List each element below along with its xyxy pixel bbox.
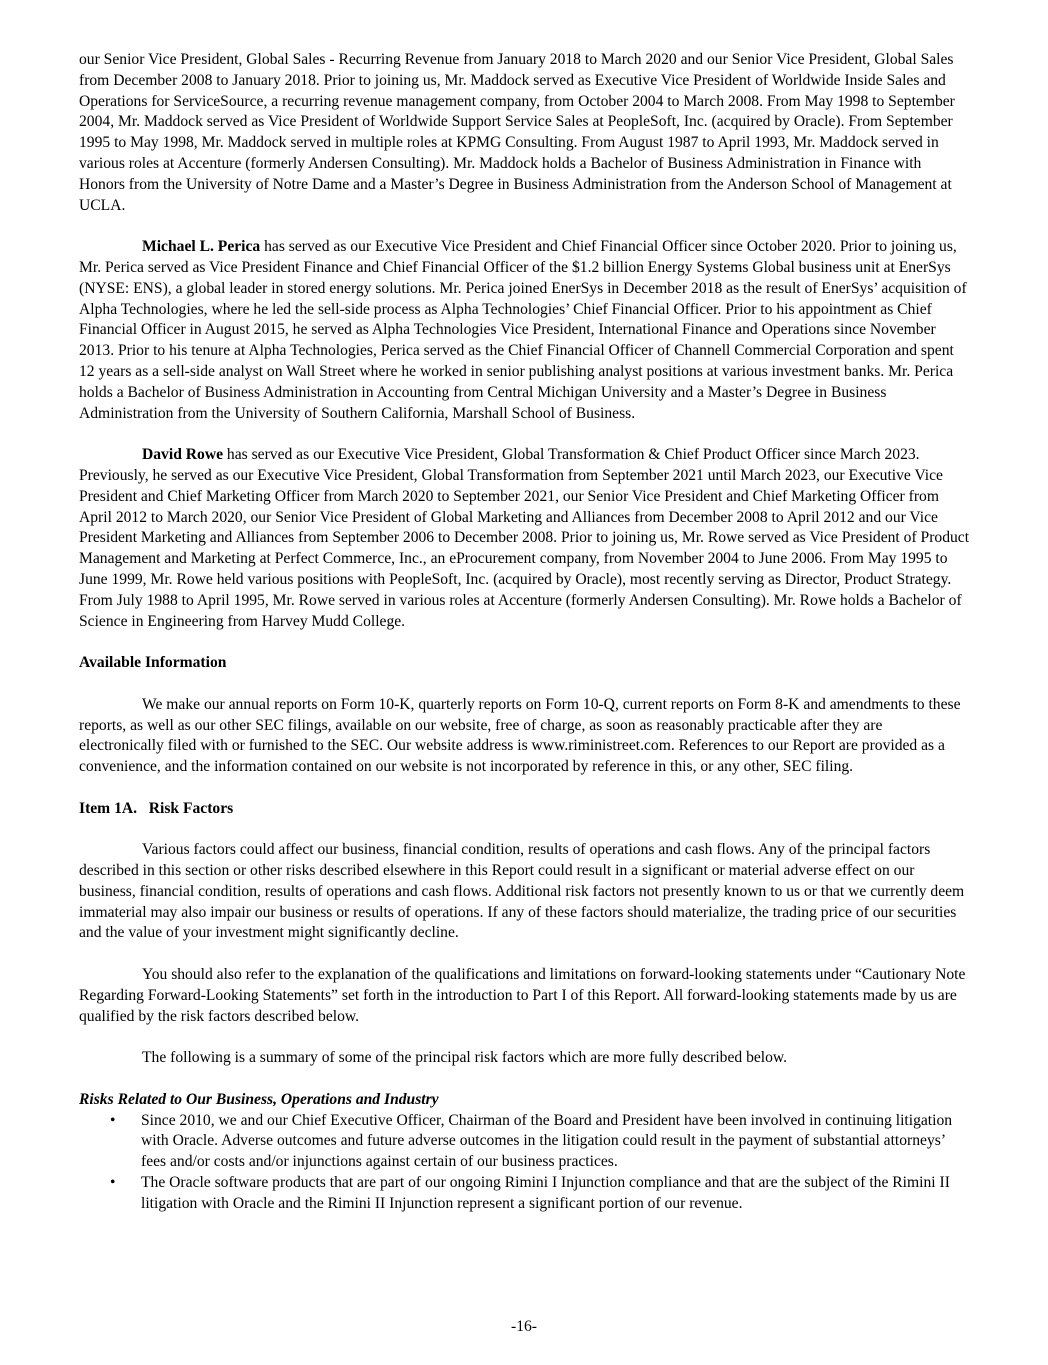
bullet-icon: •	[110, 1174, 116, 1192]
perica-bio-text: has served as our Executive Vice President and Chief Financial Officer since October 2020. Prior to joining us, Mr. Perica served as Vice President Finance and Chief Financial Officer of the $1.2 billion Energy Systems Global business unit at EnerSys (NYSE: ENS), a global leader in stored energy solutions. Mr. Perica joined EnerSys in December 2018 as the result of EnerSys’ acquisition of Alpha Technologies, where he led the sell-side process as Alpha Technologies’ Chief Financial Officer. Prior to his appointment as Chief Financial Officer in August 2015, he served as Alpha Technologies Vice President, International Finance and Operations since November 2013. Prior to his tenure at Alpha Technologies, Perica served as the Chief Financial Officer of Channell Commercial Corporation and spent 12 years as a sell-side analyst on Wall Street where he worked in senior publishing analyst positions at various investment banks. Mr. Perica holds a Bachelor of Business Administration in Accounting from Central Michigan University and a Master’s Degree in Business Administration from the University of Southern California, Marshall School of Business.	[79, 238, 967, 422]
risk-factors-summary: The following is a summary of some of the principal risk factors which are more fully described below.	[142, 1049, 788, 1067]
page-content	[79, 50, 971, 1215]
rowe-bio-text: has served as our Executive Vice President, Global Transformation & Chief Product Officer since March 2023. Previously, he served as our Executive Vice President, Global Transformation from September 2021 until March 2023, our Executive Vice President and Chief Marketing Officer from March 2020 to September 2021, our Senior Vice President and Chief Marketing Officer from April 2012 to March 2020, our Senior Vice President of Global Marketing and Alliances from December 2008 to April 2012 and our Vice President Marketing and Alliances from September 2006 to December 2008. Prior to joining us, Mr. Rowe served as Vice President of Product Management and Marketing at Perfect Commerce, Inc., an eProcurement company, from November 2004 to June 2006. From May 1995 to June 1999, Mr. Rowe held various positions with PeopleSoft, Inc. (acquired by Oracle), most recently serving as Director, Product Strategy. From July 1988 to April 1995, Mr. Rowe served in various roles at Accenture (formerly Andersen Consulting). Mr. Rowe holds a Bachelor of Science in Engineering from Harvey Mudd College.	[79, 446, 970, 630]
perica-name: Michael L. Perica	[142, 238, 261, 256]
perica-bio	[79, 237, 971, 424]
available-information-heading: Available Information	[79, 654, 227, 672]
rowe-name: David Rowe	[142, 446, 223, 464]
list-item-text: The Oracle software products that are part of our ongoing Rimini I Injunction compliance and that are the subject of the Rimini II litigation with Oracle and the Rimini II Injunction represent a significant portion of our revenue.	[141, 1174, 950, 1212]
item-1a-heading: Item 1A. Risk Factors	[79, 799, 234, 817]
page-number: -16-	[511, 1318, 537, 1335]
risk-factors-refer: You should also refer to the explanation of the qualifications and limitations on forward-looking statements under “Cautionary Note Regarding Forward-Looking Statements” set forth in the introduction to Part I of this Report. All forward-looking statements made by us are qualified by the risk factors described below.	[79, 966, 966, 1025]
list-item	[79, 1173, 971, 1215]
maddock-bio-continued: our Senior Vice President, Global Sales - Recurring Revenue from January 2018 to March 2020 and our Senior Vice President, Global Sales from December 2008 to January 2018. Prior to joining us, Mr. Maddock served as Executive Vice President of Worldwide Inside Sales and Operations for ServiceSource, a recurring revenue management company, from October 2004 to March 2008. From May 1998 to September 2004, Mr. Maddock served as Vice President of Worldwide Support Service Sales at PeopleSoft, Inc. (acquired by Oracle). From September 1995 to May 1998, Mr. Maddock served in multiple roles at KPMG Consulting. From August 1987 to April 1993, Mr. Maddock served in various roles at Accenture (formerly Andersen Consulting). Mr. Maddock holds a Bachelor of Business Administration in Finance with Honors from the University of Notre Dame and a Master’s Degree in Business Administration from the Anderson School of Management at UCLA.	[79, 51, 955, 214]
risk-factors-intro: Various factors could affect our business, financial condition, results of operations and cash flows. Any of the principal factors described in this section or other risks described elsewhere in this Report could result in a significant or material adverse effect on our business, financial condition, results of operations and cash flows. Additional risk factors not presently known to us or that we currently deem immaterial may also impair our business or results of operations. If any of these factors should materialize, the trading price of our securities and the value of your investment might significantly decline.	[79, 841, 965, 942]
bullet-icon: •	[110, 1111, 116, 1129]
risk-summary-list	[79, 1111, 971, 1215]
list-item-text: Since 2010, we and our Chief Executive Officer, Chairman of the Board and President have been involved in continuing litigation with Oracle. Adverse outcomes and future adverse outcomes in the litigation could result in the payment of substantial attorneys’ fees and/or costs and/or injunctions against certain of our business practices.	[141, 1111, 953, 1171]
risks-business-heading: Risks Related to Our Business, Operations and Industry	[79, 1090, 439, 1108]
rowe-bio	[79, 445, 971, 632]
list-item	[79, 1111, 971, 1173]
available-information-body: We make our annual reports on Form 10-K, quarterly reports on Form 10-Q, current reports on Form 8-K and amendments to these reports, as well as our other SEC filings, available on our website, free of charge, as soon as reasonably practicable after they are electronically filed with or furnished to the SEC. Our website address is www.riministreet.com. References to our Report are provided as a convenience, and the information contained on our website is not incorporated by reference in this, or any other, SEC filing.	[79, 695, 961, 776]
